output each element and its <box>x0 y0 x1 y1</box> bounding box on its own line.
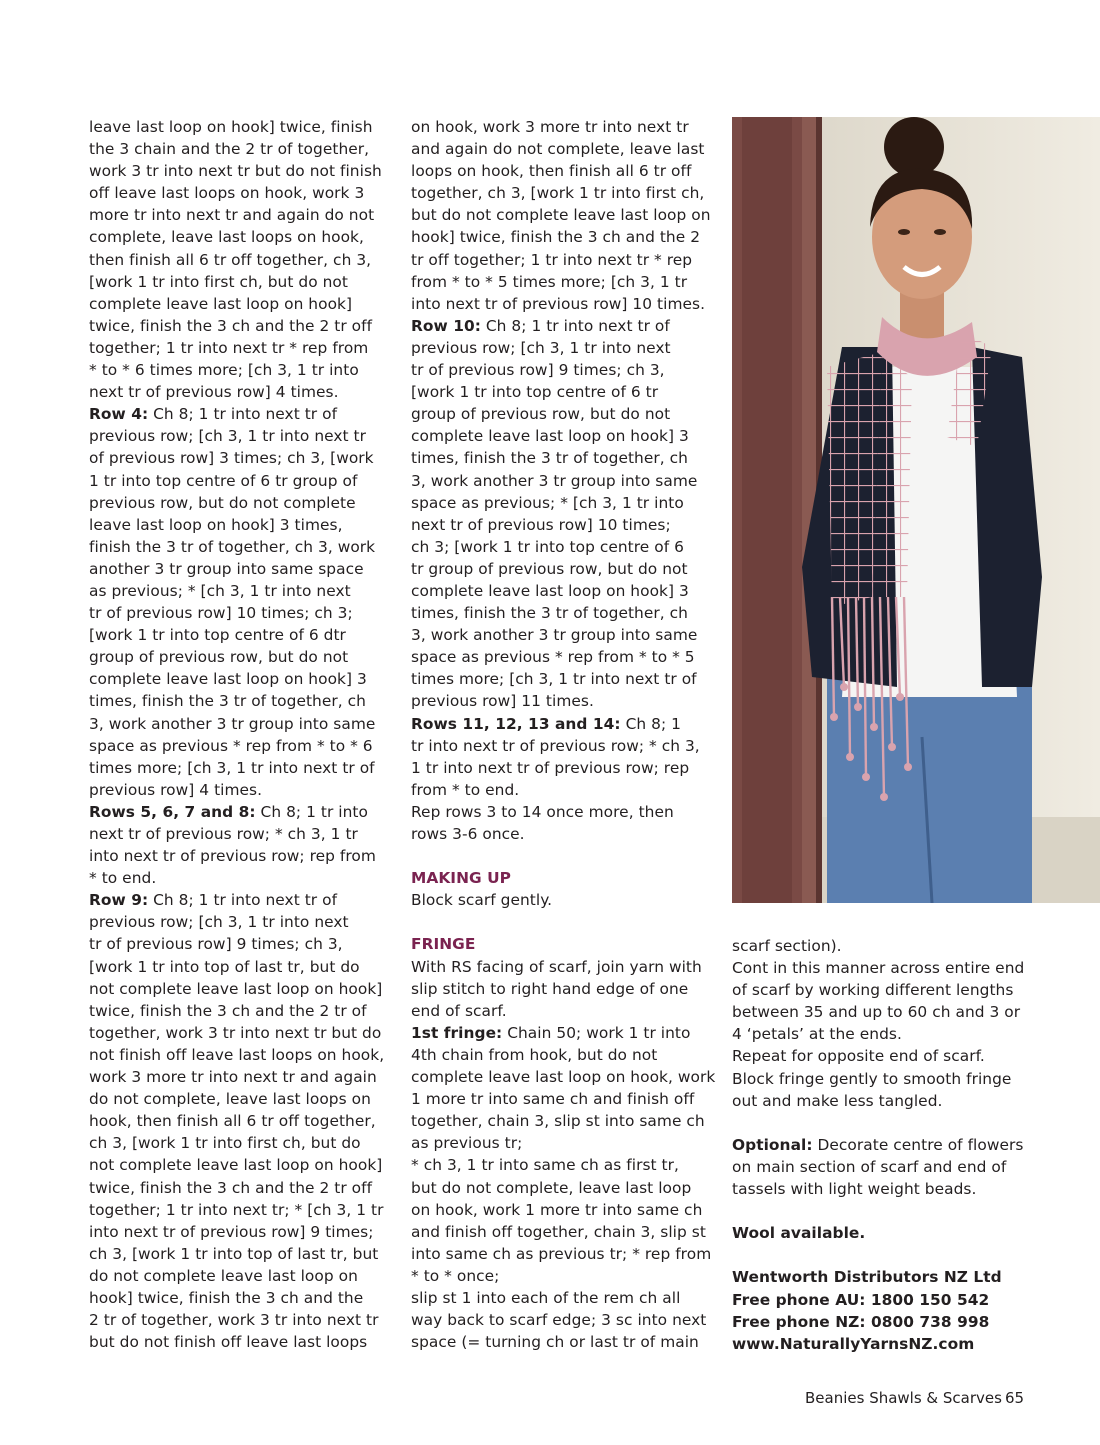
line-text: not complete leave last loop on hook] <box>89 1156 383 1175</box>
line-text: * to * 6 times more; [ch 3, 1 tr into <box>89 361 359 380</box>
text-line <box>732 935 1062 957</box>
text-line <box>732 1289 1062 1311</box>
line-text: do not complete, leave last loops on <box>89 1090 371 1109</box>
text-line <box>411 1331 716 1353</box>
bold-label: Free phone NZ: 0800 738 998 <box>732 1312 990 1331</box>
text-line <box>89 1309 394 1331</box>
text-line <box>89 116 394 138</box>
section-heading: FRINGE <box>411 935 476 954</box>
line-text: leave last loop on hook] 3 times, <box>89 515 343 534</box>
line-text: Cont in this manner across entire end <box>732 959 1025 978</box>
text-line <box>89 470 394 492</box>
text-line <box>89 226 394 248</box>
bold-label: Wentworth Distributors NZ Ltd <box>732 1268 1002 1287</box>
line-text: tr of previous row] 9 times; ch 3, <box>89 935 343 954</box>
line-text: rows 3-6 once. <box>411 825 525 843</box>
text-line <box>89 867 394 889</box>
text-line <box>411 492 716 514</box>
line-text: but do not complete leave last loop on <box>411 206 711 225</box>
bold-label: Row 10: <box>411 316 481 335</box>
text-line <box>89 1221 394 1243</box>
text-line <box>411 160 716 182</box>
text-line <box>411 1044 716 1066</box>
line-text: times more; [ch 3, 1 tr into next tr of <box>89 758 375 777</box>
line-text: slip stitch to right hand edge of one <box>411 979 689 998</box>
text-line <box>89 337 394 359</box>
text-line <box>89 1132 394 1154</box>
text-line <box>89 1044 394 1066</box>
text-line <box>89 823 394 845</box>
line-text: then finish all 6 tr off together, ch 3, <box>89 250 372 269</box>
line-text: times, finish the 3 tr of together, ch <box>411 604 688 623</box>
model-scarf-photo <box>732 117 1100 903</box>
line-text: next tr of previous row] 10 times; <box>411 515 671 534</box>
line-text: [work 1 tr into first ch, but do not <box>89 272 348 291</box>
line-text: 3, work another 3 tr group into same <box>411 471 698 490</box>
text-line <box>411 116 716 138</box>
line-text: * ch 3, 1 tr into same ch as first tr, <box>411 1156 679 1175</box>
line-text: complete leave last loop on hook, work <box>411 1068 716 1087</box>
line-text: hook, then finish all 6 tr off together, <box>89 1112 376 1131</box>
text-line <box>732 1023 1062 1045</box>
text-line <box>411 204 716 226</box>
line-text: tr into next tr of previous row; * ch 3, <box>411 736 700 755</box>
text-line <box>89 735 394 757</box>
text-line <box>89 956 394 978</box>
text-line <box>89 1287 394 1309</box>
line-text: off leave last loops on hook, work 3 <box>89 184 365 203</box>
text-line <box>89 514 394 536</box>
text-line <box>732 1222 1062 1244</box>
text-line <box>89 713 394 735</box>
text-line <box>732 1333 1062 1355</box>
page-number: 65 <box>1005 1389 1025 1407</box>
text-line <box>732 1178 1062 1200</box>
line-text: hook] twice, finish the 3 ch and the 2 <box>411 228 701 247</box>
line-text: Chain 50; work 1 tr into <box>502 1023 691 1042</box>
line-text: space (= turning ch or last tr of main <box>411 1333 699 1352</box>
text-line <box>411 1022 716 1044</box>
line-text: previous row, but do not complete <box>89 493 356 512</box>
line-text: hook] twice, finish the 3 ch and the <box>89 1288 364 1307</box>
line-text: into next tr of previous row] 9 times; <box>89 1222 374 1241</box>
line-text: Block scarf gently. <box>411 891 553 910</box>
paragraph-gap <box>732 1244 1062 1266</box>
text-line <box>89 1110 394 1132</box>
line-text: as previous; * [ch 3, 1 tr into next <box>89 581 351 600</box>
line-text: but do not complete, leave last loop <box>411 1178 692 1197</box>
text-line <box>89 1022 394 1044</box>
line-text: of scarf by working different lengths <box>732 981 1014 1000</box>
text-line <box>89 801 394 823</box>
line-text: together; 1 tr into next tr * rep from <box>89 338 369 357</box>
text-line <box>411 1199 716 1221</box>
line-text: Rep rows 3 to 14 once more, then <box>411 802 674 821</box>
text-line <box>411 1088 716 1110</box>
text-line <box>89 381 394 403</box>
line-text: into same ch as previous tr; * rep from <box>411 1244 712 1263</box>
bold-label: Wool available. <box>732 1224 866 1243</box>
text-line <box>89 1154 394 1176</box>
line-text: into next tr of previous row] 10 times. <box>411 294 706 313</box>
text-line <box>411 978 716 1000</box>
line-text: 2 tr of together, work 3 tr into next tr <box>89 1311 379 1330</box>
text-line <box>89 757 394 779</box>
line-text: previous row; [ch 3, 1 tr into next <box>89 913 349 932</box>
text-line <box>411 536 716 558</box>
text-line <box>411 580 716 602</box>
line-text: twice, finish the 3 ch and the 2 tr of <box>89 1001 367 1020</box>
text-line <box>89 447 394 469</box>
section-heading: MAKING UP <box>411 869 511 888</box>
text-line <box>411 1243 716 1265</box>
text-line <box>411 713 716 735</box>
text-line <box>89 1265 394 1287</box>
bold-label: Row 4: <box>89 405 149 424</box>
line-text: previous row] 11 times. <box>411 692 594 711</box>
line-text: * to * once; <box>411 1266 500 1285</box>
line-text: group of previous row, but do not <box>411 405 671 424</box>
line-text: on hook, work 1 more tr into same ch <box>411 1200 703 1219</box>
text-line <box>411 889 716 911</box>
text-line <box>411 801 716 823</box>
text-line <box>89 646 394 668</box>
line-text: another 3 tr group into same space <box>89 559 364 578</box>
line-text: tr of previous row] 10 times; ch 3; <box>89 604 353 623</box>
line-text: Ch 8; 1 <box>620 714 681 733</box>
line-text: end of scarf. <box>411 1001 507 1020</box>
text-line <box>89 1177 394 1199</box>
line-text: tr group of previous row, but do not <box>411 559 688 578</box>
text-line <box>411 315 716 337</box>
line-text: of previous row] 3 times; ch 3, [work <box>89 449 374 468</box>
text-line <box>89 204 394 226</box>
line-text: complete leave last loop on hook] 3 <box>411 581 689 600</box>
text-line <box>89 779 394 801</box>
line-text: but do not finish off leave last loops <box>89 1333 368 1352</box>
line-text: complete leave last loop on hook] 3 <box>411 427 689 446</box>
line-text: loops on hook, then finish all 6 tr off <box>411 162 692 181</box>
text-line <box>411 1265 716 1287</box>
text-line <box>89 536 394 558</box>
text-line <box>89 580 394 602</box>
line-text: ch 3; [work 1 tr into top centre of 6 <box>411 537 684 556</box>
line-text: work 3 tr into next tr but do not finish <box>89 162 382 181</box>
line-text: the 3 chain and the 2 tr of together, <box>89 140 370 159</box>
paragraph-gap <box>732 1112 1062 1134</box>
line-text: [work 1 tr into top of last tr, but do <box>89 957 360 976</box>
line-text: on hook, work 3 more tr into next tr <box>411 118 689 136</box>
line-text: out and make less tangled. <box>732 1091 943 1110</box>
line-text: Block fringe gently to smooth fringe <box>732 1069 1012 1088</box>
line-text: Ch 8; 1 tr into next tr of <box>148 405 338 424</box>
line-text: times, finish the 3 tr of together, ch <box>411 449 688 468</box>
text-line <box>89 602 394 624</box>
line-text: together, ch 3, [work 1 tr into first ch, <box>411 184 705 203</box>
line-text: slip st 1 into each of the rem ch all <box>411 1288 681 1307</box>
line-text: next tr of previous row; * ch 3, 1 tr <box>89 825 358 843</box>
text-line <box>411 602 716 624</box>
text-line <box>89 315 394 337</box>
text-line <box>89 403 394 425</box>
line-text: previous row] 4 times. <box>89 780 263 799</box>
line-text: space as previous; * [ch 3, 1 tr into <box>411 493 684 512</box>
line-text: 3, work another 3 tr group into same <box>411 626 698 645</box>
line-text: 4th chain from hook, but do not <box>411 1045 658 1064</box>
text-line <box>89 1066 394 1088</box>
line-text: space as previous * rep from * to * 5 <box>411 648 695 667</box>
text-line <box>732 1266 1062 1288</box>
text-line <box>89 182 394 204</box>
line-text: Ch 8; 1 tr into next tr of <box>148 891 338 910</box>
text-line <box>89 1331 394 1353</box>
text-line <box>411 249 716 271</box>
text-line <box>411 359 716 381</box>
text-line <box>411 1177 716 1199</box>
text-line <box>89 1088 394 1110</box>
line-text: next tr of previous row] 4 times. <box>89 383 339 402</box>
bold-label: Row 9: <box>89 891 149 910</box>
text-line <box>411 138 716 160</box>
text-line <box>89 1199 394 1221</box>
text-line <box>89 293 394 315</box>
text-line <box>411 271 716 293</box>
text-line <box>411 646 716 668</box>
text-line <box>411 1287 716 1309</box>
paragraph-gap <box>411 845 716 867</box>
text-line <box>411 624 716 646</box>
text-line <box>732 1090 1062 1112</box>
line-text: not finish off leave last loops on hook, <box>89 1045 385 1064</box>
text-line <box>411 1110 716 1132</box>
text-line <box>411 735 716 757</box>
text-line <box>89 359 394 381</box>
text-line <box>411 470 716 492</box>
text-line <box>411 823 716 845</box>
text-line <box>89 978 394 1000</box>
line-text: tassels with light weight beads. <box>732 1180 977 1199</box>
line-text: from * to end. <box>411 780 520 799</box>
text-line <box>732 1311 1062 1333</box>
line-text: into next tr of previous row; rep from <box>89 847 376 866</box>
line-text: more tr into next tr and again do not <box>89 206 375 225</box>
text-line <box>89 138 394 160</box>
line-text: and finish off together, chain 3, slip st <box>411 1222 706 1241</box>
line-text: together, work 3 tr into next tr but do <box>89 1023 382 1042</box>
paragraph-gap <box>732 1200 1062 1222</box>
line-text: 1 tr into next tr of previous row; rep <box>411 758 690 777</box>
line-text: between 35 and up to 60 ch and 3 or <box>732 1003 1021 1022</box>
line-text: 3, work another 3 tr group into same <box>89 714 376 733</box>
text-column-1 <box>89 116 394 1353</box>
line-text: leave last loop on hook] twice, finish <box>89 118 373 136</box>
line-text: as previous tr; <box>411 1134 523 1153</box>
line-text: scarf section). <box>732 937 842 955</box>
text-line <box>411 1154 716 1176</box>
text-line <box>411 182 716 204</box>
line-text: tr of previous row] 9 times; ch 3, <box>411 361 665 380</box>
line-text: together, chain 3, slip st into same ch <box>411 1112 705 1131</box>
line-text: * to end. <box>89 869 157 888</box>
line-text: previous row; [ch 3, 1 tr into next tr <box>89 427 367 446</box>
line-text: [work 1 tr into top centre of 6 dtr <box>89 626 346 645</box>
text-column-3 <box>732 935 1062 1355</box>
line-text: With RS facing of scarf, join yarn with <box>411 957 702 976</box>
line-text: Repeat for opposite end of scarf. <box>732 1047 985 1066</box>
text-line <box>89 911 394 933</box>
line-text: together; 1 tr into next tr; * [ch 3, 1 tr <box>89 1200 384 1219</box>
text-line <box>411 1000 716 1022</box>
line-text: times more; [ch 3, 1 tr into next tr of <box>411 670 697 689</box>
line-text: group of previous row, but do not <box>89 648 349 667</box>
line-text: twice, finish the 3 ch and the 2 tr off <box>89 1178 373 1197</box>
line-text: ch 3, [work 1 tr into top of last tr, but <box>89 1244 379 1263</box>
line-text: ch 3, [work 1 tr into first ch, but do <box>89 1134 361 1153</box>
text-line <box>411 1221 716 1243</box>
text-line <box>411 668 716 690</box>
text-line <box>89 889 394 911</box>
line-text: 1 more tr into same ch and finish off <box>411 1090 695 1109</box>
text-line <box>411 558 716 580</box>
bold-label: 1st fringe: <box>411 1023 503 1042</box>
line-text: not complete leave last loop on hook] <box>89 979 383 998</box>
text-line <box>89 249 394 271</box>
line-text: from * to * 5 times more; [ch 3, 1 tr <box>411 272 688 291</box>
text-line <box>89 690 394 712</box>
bold-label: Optional: <box>732 1135 813 1154</box>
bold-label: Rows 5, 6, 7 and 8: <box>89 802 256 821</box>
line-text: Ch 8; 1 tr into <box>255 802 368 821</box>
text-line <box>411 779 716 801</box>
text-line <box>411 293 716 315</box>
line-text: 4 ‘petals’ at the ends. <box>732 1025 902 1044</box>
line-text: 1 tr into top centre of 6 tr group of <box>89 471 358 490</box>
text-line <box>89 160 394 182</box>
text-line <box>89 271 394 293</box>
text-line <box>411 403 716 425</box>
text-line <box>411 1132 716 1154</box>
line-text: twice, finish the 3 ch and the 2 tr off <box>89 316 373 335</box>
line-text: on main section of scarf and end of <box>732 1157 1007 1176</box>
text-line <box>89 1243 394 1265</box>
text-line <box>89 425 394 447</box>
text-line <box>411 447 716 469</box>
text-line <box>411 690 716 712</box>
line-text: previous row; [ch 3, 1 tr into next <box>411 338 671 357</box>
text-line <box>411 757 716 779</box>
text-line <box>732 979 1062 1001</box>
line-text: space as previous * rep from * to * 6 <box>89 736 373 755</box>
text-line <box>89 492 394 514</box>
text-line <box>89 1000 394 1022</box>
line-text: complete leave last loop on hook] 3 <box>89 670 367 689</box>
text-line <box>732 1134 1062 1156</box>
text-line <box>732 1045 1062 1067</box>
line-text: complete leave last loop on hook] <box>89 294 353 313</box>
text-line <box>89 845 394 867</box>
text-line <box>89 624 394 646</box>
line-text: work 3 more tr into next tr and again <box>89 1068 377 1087</box>
text-line <box>411 381 716 403</box>
bold-label: Free phone AU: 1800 150 542 <box>732 1290 990 1309</box>
line-text: and again do not complete, leave last <box>411 140 705 159</box>
line-text: Decorate centre of flowers <box>812 1135 1024 1154</box>
text-column-2 <box>411 116 716 1353</box>
text-line <box>732 957 1062 979</box>
text-line <box>89 668 394 690</box>
text-line <box>411 956 716 978</box>
text-line <box>411 1066 716 1088</box>
line-text: times, finish the 3 tr of together, ch <box>89 692 366 711</box>
line-text: [work 1 tr into top centre of 6 tr <box>411 383 659 402</box>
bold-label: www.NaturallyYarnsNZ.com <box>732 1334 975 1353</box>
text-line <box>411 226 716 248</box>
text-line <box>732 1156 1062 1178</box>
text-line <box>89 558 394 580</box>
text-line <box>411 1309 716 1331</box>
line-text: Ch 8; 1 tr into next tr of <box>480 316 670 335</box>
line-text: finish the 3 tr of together, ch 3, work <box>89 537 376 556</box>
text-line <box>411 337 716 359</box>
line-text: do not complete leave last loop on <box>89 1266 358 1285</box>
paragraph-gap <box>411 911 716 933</box>
text-line <box>411 514 716 536</box>
text-line <box>732 1068 1062 1090</box>
bold-label: Rows 11, 12, 13 and 14: <box>411 714 621 733</box>
text-line <box>411 425 716 447</box>
text-line <box>89 933 394 955</box>
line-text: complete, leave last loops on hook, <box>89 228 364 247</box>
line-text: tr off together; 1 tr into next tr * rep <box>411 250 693 269</box>
text-line <box>732 1001 1062 1023</box>
line-text: way back to scarf edge; 3 sc into next <box>411 1311 707 1330</box>
footer-publication-title: Beanies Shawls & Scarves <box>805 1389 1002 1407</box>
